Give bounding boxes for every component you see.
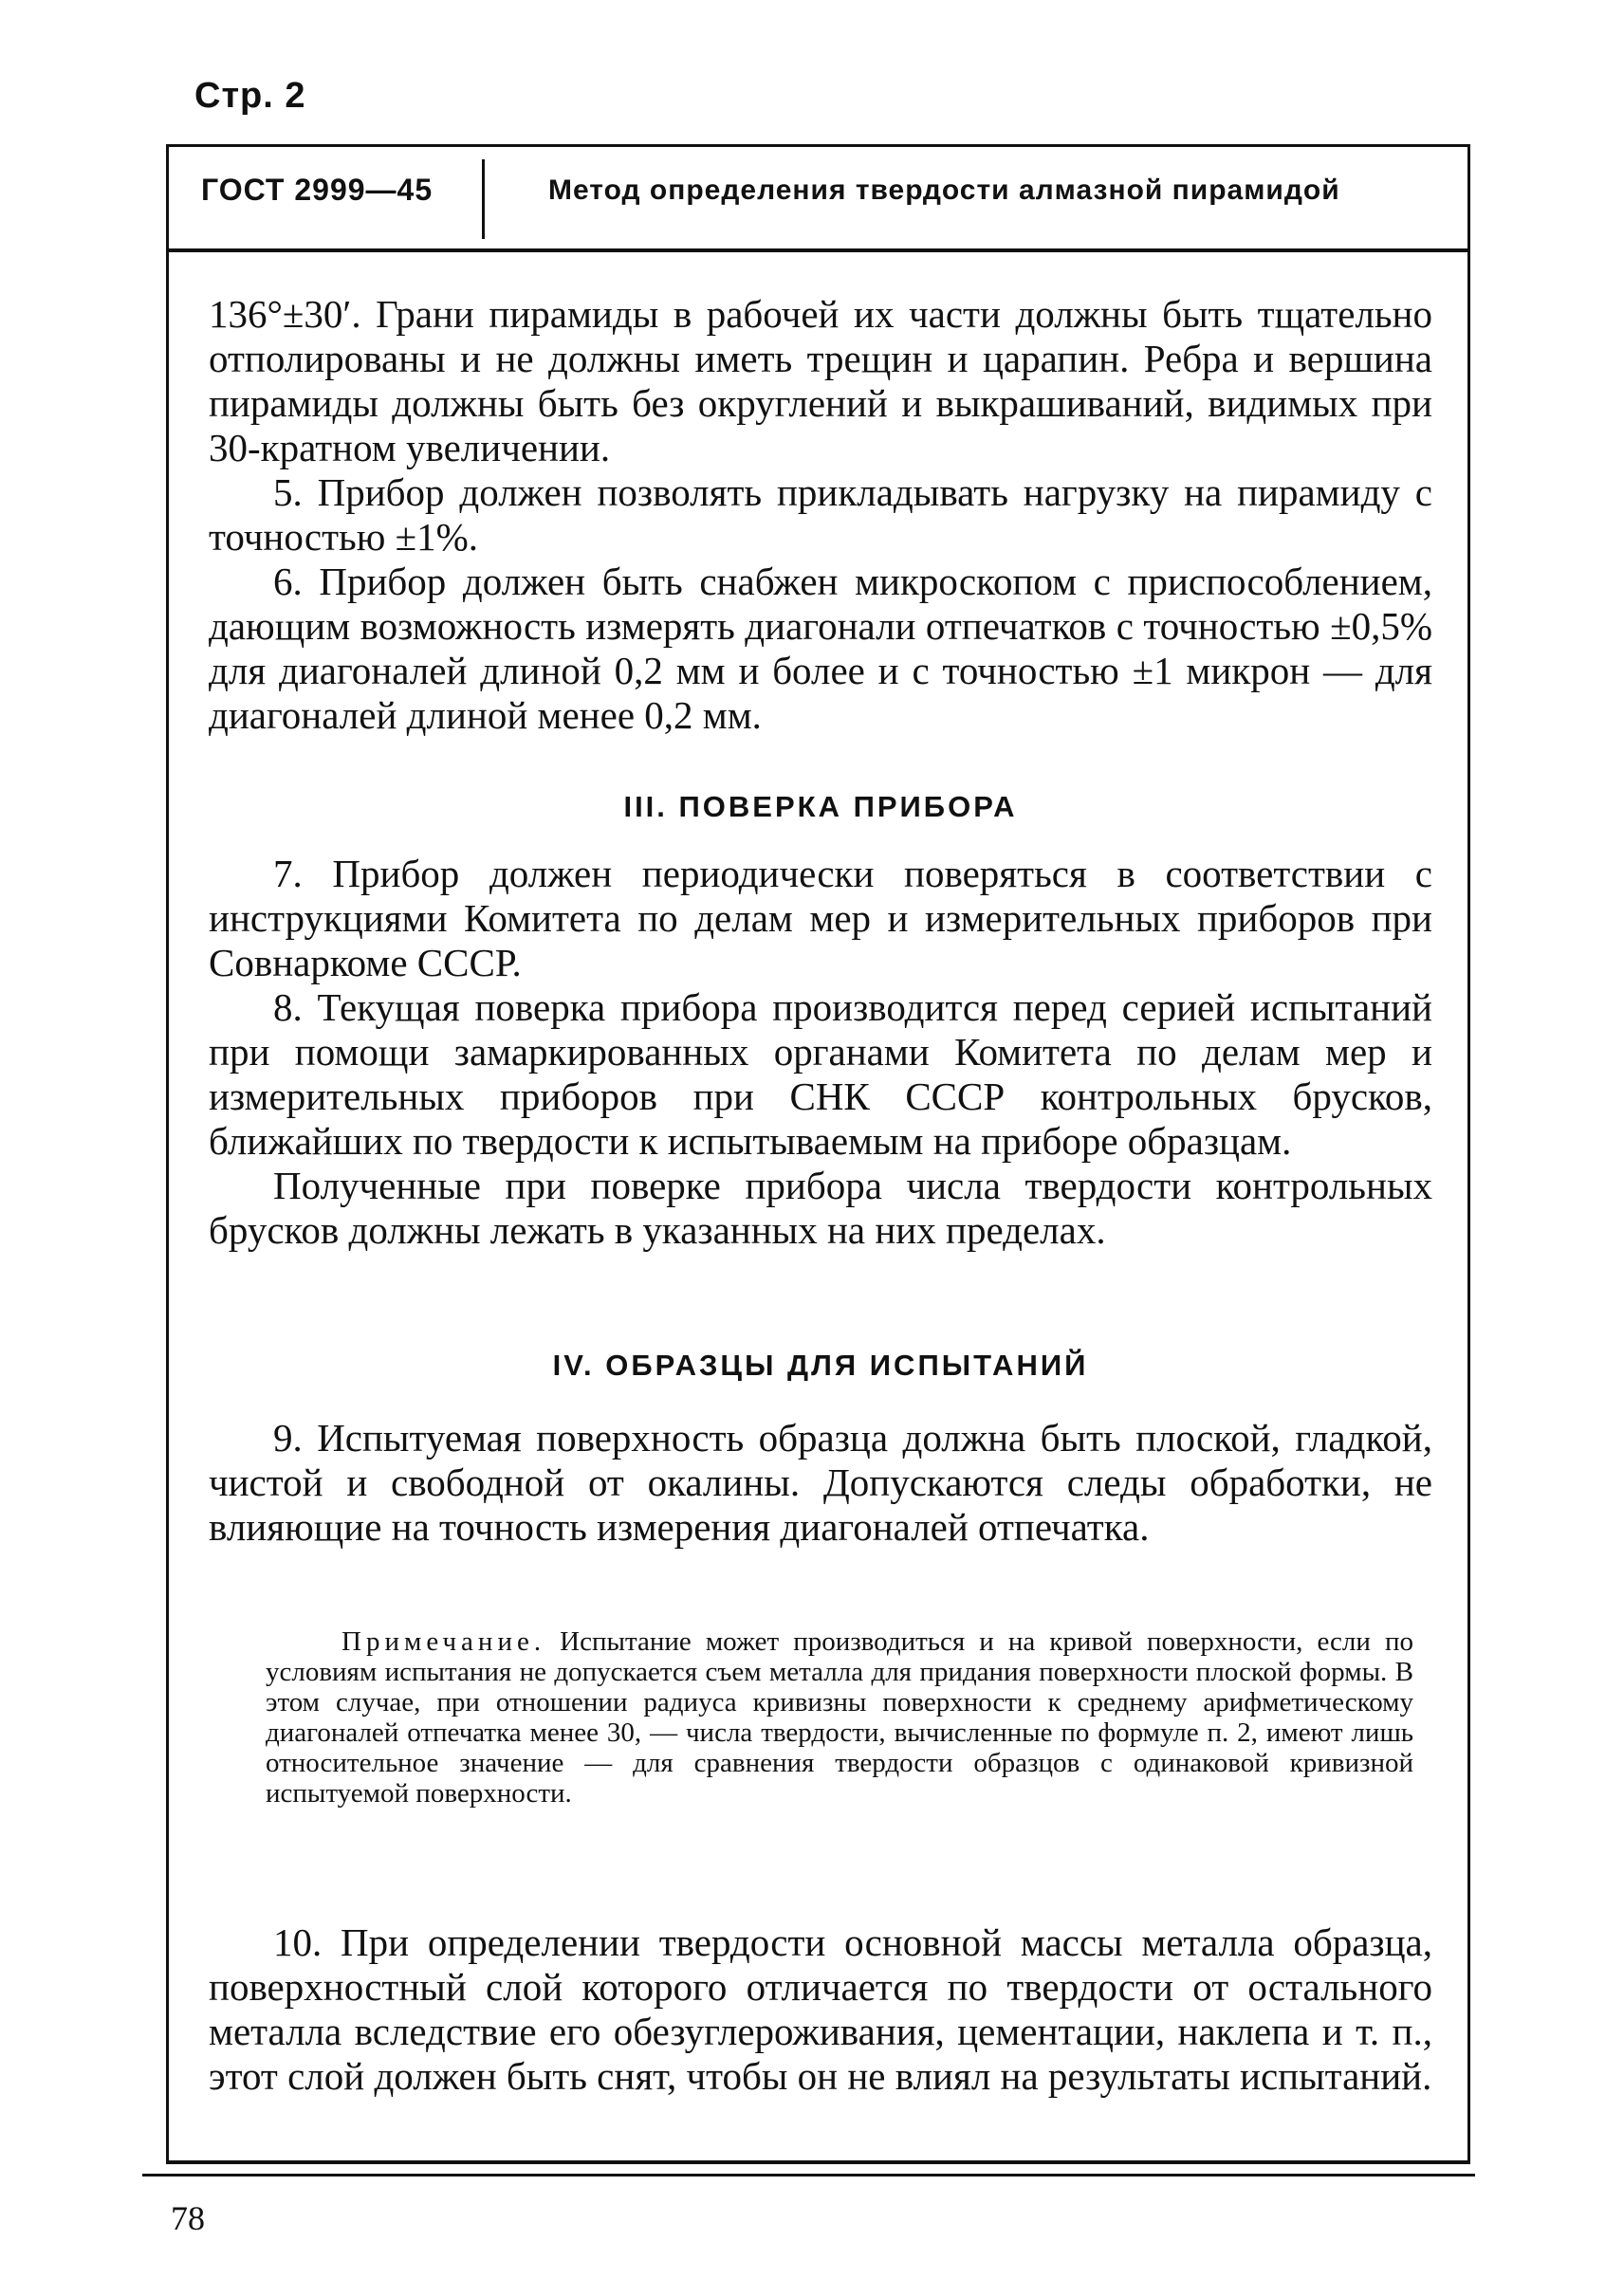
standard-title: Метод определения твердости алмазной пирамидой [548, 174, 1340, 206]
note-label: Примечание. [341, 1626, 546, 1657]
clause-5: 5. Прибор должен позволять прикладывать нагрузку на пирамиду с точностью ±1%. [209, 470, 1432, 559]
header-rule [166, 248, 1470, 252]
clause-8-para-2: Полученные при поверке прибора числа твердости контрольных брусков должны лежать в указанных на них пределах. [209, 1164, 1432, 1252]
header-divider [482, 159, 485, 239]
bottom-rule [142, 2174, 1475, 2177]
page-number: 78 [171, 2199, 205, 2237]
body-block-3 [209, 1416, 1432, 1550]
body-block-2 [209, 852, 1432, 1253]
standard-code: ГОСТ 2999—45 [201, 173, 434, 207]
clause-7: 7. Прибор должен периодически поверяться в соответствии с инструкциями Комитета по делам мер и измерительных приборов при Совнаркоме СССР. [209, 852, 1432, 984]
clause-10: 10. При определении твердости основной массы металла образца, поверхностный слой которого отличается по твердости от остального металла вследствие его обезуглероживания, цементации, наклепа и т. п., этот слой должен быть снят, чтобы он не влиял на результаты испытаний. [209, 1920, 1432, 2098]
body-block-1 [209, 292, 1432, 738]
clause-9: 9. Испытуемая поверхность образца должна быть плоской, гладкой, чистой и свободной от окалины. Допускаются следы обработки, не влияющие на точность измерения диагоналей отпечатка. [209, 1416, 1432, 1549]
note-text: Испытание может производиться и на кривой поверхности, если по условиям испытания не допускается съем металла для придания поверхности плоской формы. В этом случае, при отношении радиуса кривизны поверхности к среднему арифметическому диагоналей отпечатка менее 30, — числа твердости, вычисленные по формуле п. 2, имеют лишь относительное значение — для сравнения твердости образцов с одинаковой кривизной испытуемой поверхности. [266, 1626, 1413, 1809]
continuation-paragraph: 136°±30′. Грани пирамиды в рабочей их части должны быть тщательно отполированы и не должны иметь трещин и царапин. Ребра и вершина пирамиды должны быть без округлений и выкрашиваний, видимых при 30-кратном увеличении. [209, 292, 1432, 469]
section-4-heading: IV. ОБРАЗЦЫ ДЛЯ ИСПЫТАНИЙ [552, 1349, 1089, 1382]
body-block-4 [209, 1920, 1432, 2099]
section-3-heading: III. ПОВЕРКА ПРИБОРА [623, 790, 1018, 823]
note-block [266, 1626, 1413, 1809]
clause-6: 6. Прибор должен быть снабжен микроскопом с приспособлением, дающим возможность измерять диагонали отпечатков с точностью ±0,5% для диагоналей длиной 0,2 мм и более и с точностью ±1 микрон — для диагоналей длиной менее 0,2 мм. [209, 560, 1432, 737]
page-label: Стр. 2 [194, 76, 306, 116]
clause-8: 8. Текущая поверка прибора производится перед серией испытаний при помощи замаркированных органами Комитета по делам мер и измерительных приборов при СНК СССР контрольных брусков, ближайших по твердости к испытываемым на приборе образцам. [209, 985, 1432, 1163]
